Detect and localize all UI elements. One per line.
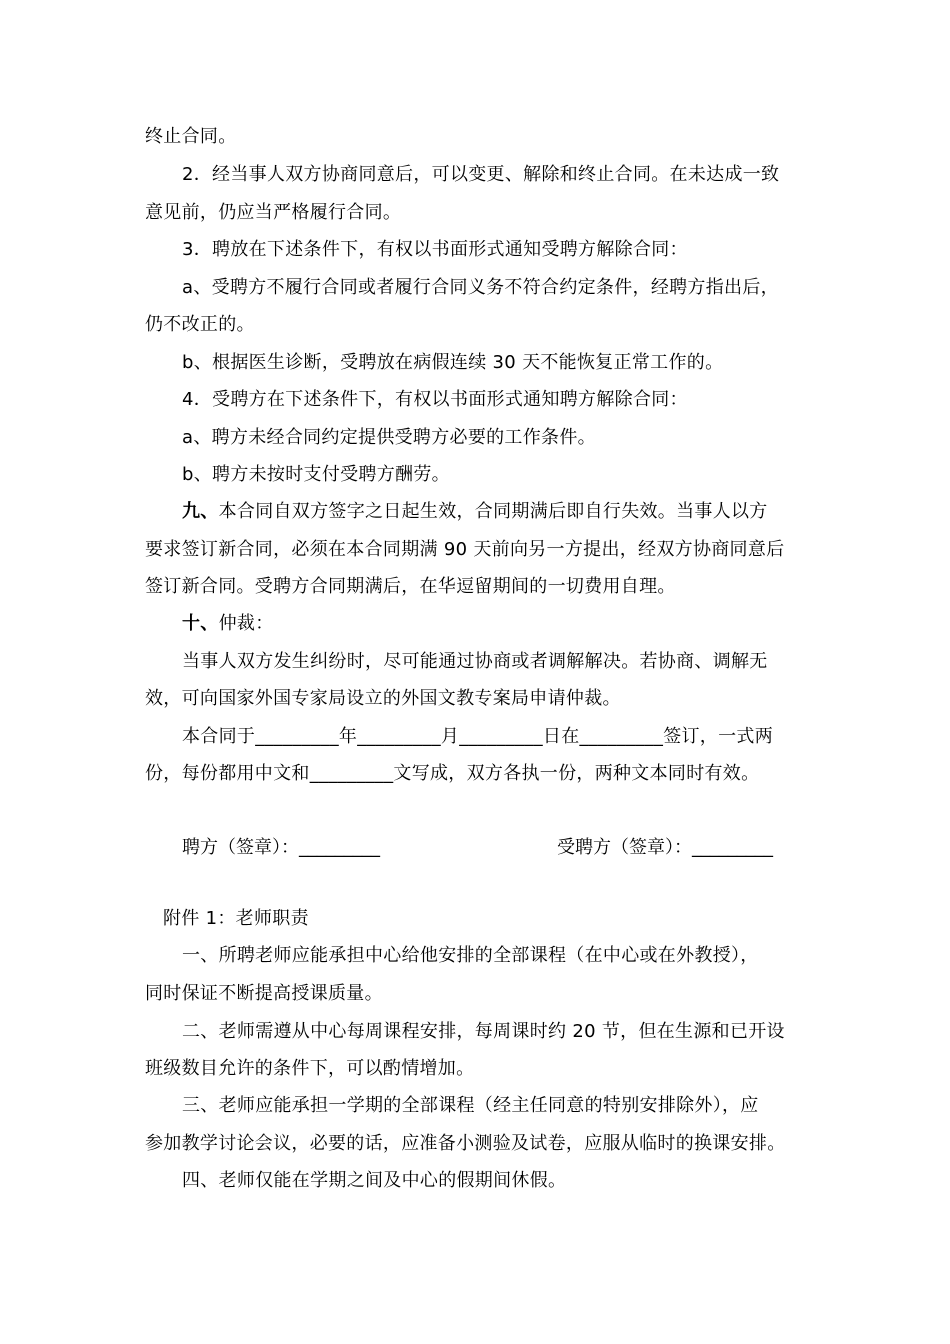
text-line: b、根据医生诊断，受聘放在病假连续 30 天不能恢复正常工作的。 [182,352,724,373]
signing-line: 份，每份都用中文和_________文写成，双方各执一份，两种文本同时有效。 [145,763,760,784]
text-line: a、聘方未经合同约定提供受聘方必要的工作条件。 [182,427,596,448]
clause-9-text: 本合同自双方签字之日起生效，合同期满后即自行失效。当事人以方 [218,501,768,522]
signing-line: 本合同于_________年_________月_________日在_________签订，一式两 [182,726,773,747]
text-line: 意见前，仍应当严格履行合同。 [145,202,402,223]
text-line: a、受聘方不履行合同或者履行合同义务不符合约定条件，经聘方指出后， [182,277,779,298]
appendix-line: 一、所聘老师应能承担中心给他安排的全部课程（在中心或在外教授）， [182,945,759,966]
appendix-line: 同时保证不断提高授课质量。 [145,983,383,1004]
appendix-line: 三、老师应能承担一学期的全部课程（经主任同意的特别安排除外），应 [182,1095,759,1116]
appendix-line: 班级数目允许的条件下，可以酌情增加。 [145,1058,475,1079]
clause-10-title [182,612,274,636]
employee-signature: 受聘方（签章）：_________ [557,837,773,858]
text-line: b、聘方未按时支付受聘方酬劳。 [182,464,450,485]
text-line: 终止合同。 [145,126,237,147]
clause-10-line: 当事人双方发生纠纷时，尽可能通过协商或者调解解决。若协商、调解无 [182,651,768,672]
text-line: 2．经当事人双方协商同意后，可以变更、解除和终止合同。在未达成一致 [182,164,780,185]
appendix-title: 附件 1：老师职责 [163,908,309,929]
text-line: 3．聘放在下述条件下，有权以书面形式通知受聘方解除合同： [182,239,688,260]
text-line: 4．受聘方在下述条件下，有权以书面形式通知聘方解除合同： [182,389,688,410]
clause-9-line: 签订新合同。受聘方合同期满后，在华逗留期间的一切费用自理。 [145,576,676,597]
appendix-line: 参加教学讨论会议，必要的话，应准备小测验及试卷，应服从临时的换课安排。 [145,1133,786,1154]
clause-9-line: 要求签订新合同，必须在本合同期满 90 天前向另一方提出，经双方协商同意后 [145,539,785,560]
appendix-line: 二、老师需遵从中心每周课程安排，每周课时约 20 节，但在生源和已开设 [182,1021,785,1042]
text-line: 仍不改正的。 [145,314,255,335]
clause-10-title-text: 仲裁： [218,613,274,634]
clause-9-heading: 九、 [182,501,219,522]
clause-10-heading: 十、 [182,613,219,634]
appendix-line: 四、老师仅能在学期之间及中心的假期间休假。 [182,1170,567,1191]
clause-10-line: 效，可向国家外国专家局设立的外国文教专案局申请仲裁。 [145,688,621,709]
clause-9-line [182,500,768,524]
employer-signature: 聘方（签章）：_________ [182,837,380,858]
